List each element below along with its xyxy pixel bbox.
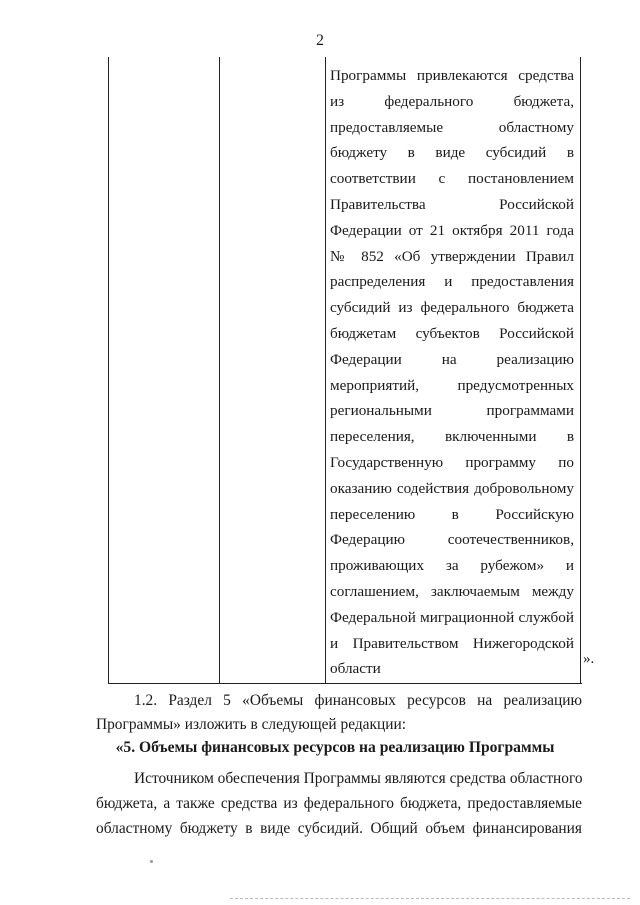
cell-line: Федерацию соотечественников,: [330, 531, 574, 549]
amendment-line-2: Программы» изложить в следующей редакции:: [96, 716, 406, 733]
cell-line: Федерации на реализацию: [330, 350, 574, 368]
cell-line: мероприятий, предусмотренных: [330, 376, 574, 394]
cell-line: Федерации от 21 октября 2011 года: [330, 221, 574, 239]
cell-line: бюджетам субъектов Российской: [330, 324, 574, 342]
cell-line: Федеральной миграционной службой: [330, 608, 574, 626]
amendment-line-1: 1.2. Раздел 5 «Объемы финансовых ресурсов на реализацию: [134, 692, 582, 709]
page-number: 2: [316, 32, 324, 49]
cell-line: оказанию содействия добровольному: [330, 479, 574, 497]
cell-line: Правительства Российской: [330, 195, 574, 213]
cell-line: Государственную программу по: [330, 453, 574, 471]
cell-line: области: [330, 660, 381, 678]
table-right-border: [580, 57, 581, 684]
body-line-3: областному бюджету в виде субсидий. Общий объем финансирования: [96, 820, 582, 837]
body-line-1: Источником обеспечения Программы являются средства областного: [134, 770, 583, 787]
cell-line: проживающих за рубежом» и: [330, 557, 574, 575]
cell-line: переселения, включенными в: [330, 428, 574, 446]
cell-line: предоставляемые областному: [330, 118, 574, 136]
section-heading: «5. Объемы финансовых ресурсов на реализацию Программы: [115, 739, 555, 756]
cell-line: региональными программами: [330, 402, 574, 420]
table-bottom-border: [108, 683, 582, 684]
closing-quote-mark: ».: [583, 651, 595, 667]
cell-line: Программы привлекаются средства: [330, 67, 574, 84]
cell-line: соответствии с постановлением: [330, 170, 574, 188]
cell-line: переселению в Российскую: [330, 505, 574, 523]
scan-bottom-artifact: [230, 898, 630, 901]
cell-line: из федерального бюджета,: [330, 92, 574, 110]
cell-line: субсидий из федерального бюджета: [330, 299, 574, 317]
table-column-divider-1: [219, 57, 220, 684]
program-table: [108, 57, 582, 684]
table-column-divider-2: [325, 57, 326, 684]
cell-line: распределения и предоставления: [330, 273, 574, 291]
cell-line: № 852 «Об утверждении Правил: [330, 247, 574, 265]
cell-line: и Правительством Нижегородской: [330, 634, 574, 652]
cell-line: соглашением, заключаемым между: [330, 582, 574, 600]
scan-speck: [150, 860, 153, 863]
table-left-border: [108, 57, 109, 684]
body-line-2: бюджета, а также средства из федерального бюджета, предоставляемые: [96, 795, 582, 812]
table-right-cell: [330, 63, 574, 682]
cell-line: бюджету в виде субсидий в: [330, 144, 574, 162]
